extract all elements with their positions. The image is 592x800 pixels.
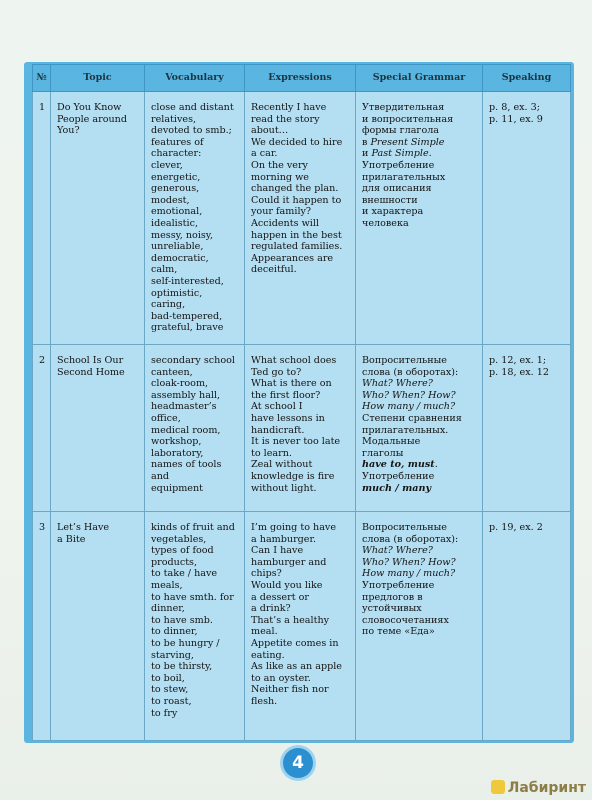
topic-cell: Do You Know People around You?: [51, 92, 145, 345]
grammar-text: have to, must: [362, 459, 435, 471]
logo-icon: [491, 780, 505, 794]
topic-cell: Let’s Have a Bite: [51, 512, 145, 741]
header-row: [33, 65, 571, 92]
header-speaking: Speaking: [483, 65, 571, 92]
grammar-text: Вопросительные слова (в оборотах):: [362, 522, 459, 545]
table-row: [33, 512, 571, 741]
grammar-text: Употребление предлогов в устойчивых словосочетаниях по теме «Еда»: [362, 579, 449, 638]
grammar-text: Вопросительные слова (в оборотах):: [362, 355, 459, 378]
row-number: 3: [33, 512, 51, 741]
grammar-text: Present Simple: [370, 136, 445, 148]
grammar-text: much / many: [362, 482, 432, 494]
grammar-cell: [356, 92, 483, 345]
syllabus-table: [32, 64, 571, 741]
vocabulary-cell: close and distant relatives, devoted to smb.; features of character: clever, energetic, generous, modest, emotional, idealistic, messy, noisy, unreliable, democratic, calm, self-interested, optimistic, caring, bad-tempered, grateful, brave: [145, 92, 245, 345]
expressions-cell: Recently I have read the story about… We decided to hire a car. On the very morning we changed the plan. Could it happen to your family? Accidents will happen in the best regulated families. Appearances are deceitful.: [245, 92, 356, 345]
vocabulary-cell: secondary school canteen, cloak-room, assembly hall, headmaster’s office, medical room, workshop, laboratory, names of tools and equipment: [145, 345, 245, 512]
grammar-text: и: [362, 148, 369, 160]
grammar-text: . Употребление: [362, 459, 438, 482]
header-vocabulary: Vocabulary: [145, 65, 245, 92]
grammar-cell: [356, 345, 483, 512]
header-special-grammar: Special Grammar: [356, 65, 483, 92]
header-number: №: [33, 65, 51, 92]
grammar-text: Степени сравнения прилагательных. Модальные глаголы: [362, 412, 462, 459]
grammar-text: Утвердительная и вопросительная формы глагола в: [362, 102, 454, 148]
grammar-text: What? Where? Who? When? How? How many / much?: [362, 378, 456, 413]
speaking-cell: p. 8, ex. 3; p. 11, ex. 9: [483, 92, 571, 345]
table-row: [33, 345, 571, 512]
vocabulary-cell: kinds of fruit and vegetables, types of food products, to take / have meals, to have smth. for dinner, to have smb. to dinner, to be hungry / starving, to be thirsty, to boil, to stew, to roast, to fry: [145, 512, 245, 741]
expressions-cell: What school does Ted go to? What is there on the first floor? At school I have lessons in handicraft. It is never too late to learn. Zeal without knowledge is fire without light.: [245, 345, 356, 512]
grammar-text: What? Where? Who? When? How? How many / much?: [362, 545, 456, 580]
publisher-logo: [491, 780, 586, 796]
table-row: [33, 92, 571, 345]
speaking-cell: p. 12, ex. 1; p. 18, ex. 12: [483, 345, 571, 512]
header-expressions: Expressions: [245, 65, 356, 92]
logo-label: Лабиринт: [507, 780, 586, 796]
expressions-cell: I’m going to have a hamburger. Can I have hamburger and chips? Would you like a dessert or a drink? That’s a healthy meal. Appetite comes in eating. As like as an apple to an oyster. Neither fish nor flesh.: [245, 512, 356, 741]
speaking-cell: p. 19, ex. 2: [483, 512, 571, 741]
grammar-text: . Употребление прилагательных для описания внешности и характера человека: [362, 148, 446, 229]
grammar-text: Past Simple: [371, 148, 429, 160]
grammar-cell: [356, 512, 483, 741]
topic-cell: School Is Our Second Home: [51, 345, 145, 512]
page-number-badge: 4: [283, 748, 313, 778]
row-number: 1: [33, 92, 51, 345]
header-topic: Topic: [51, 65, 145, 92]
row-number: 2: [33, 345, 51, 512]
